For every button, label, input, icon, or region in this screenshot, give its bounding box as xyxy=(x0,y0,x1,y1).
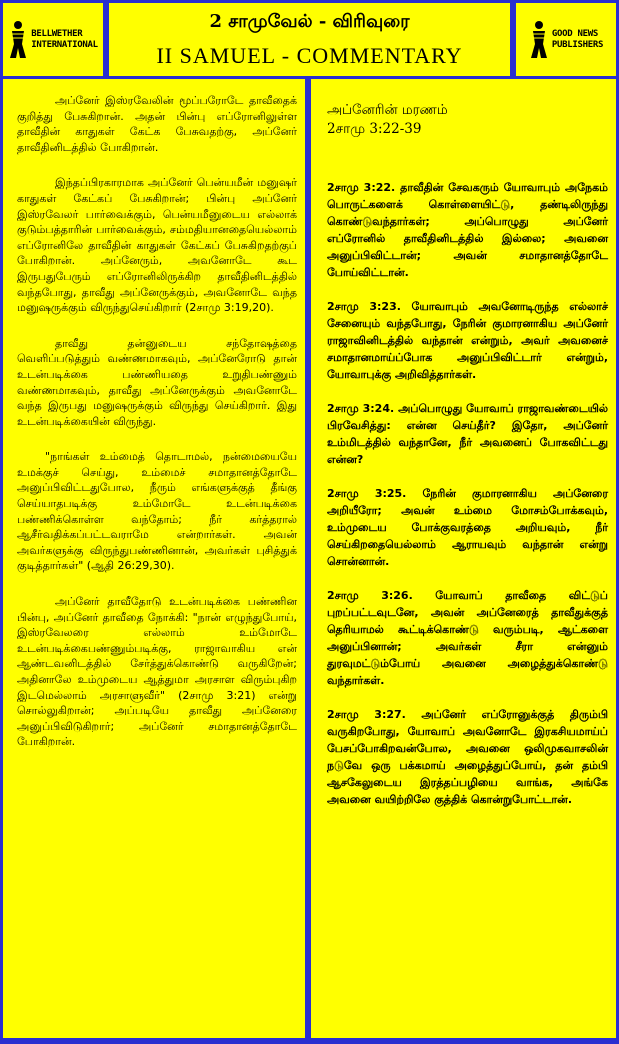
page-title-english: II SAMUEL - COMMENTARY xyxy=(156,43,463,68)
verse: 2சாமு 3:23. யோவாபும் அவனோடிருந்த எல்லாச் சேனையும் வந்தபோது, நேரின் குமாரனாகிய அப்னேர் ராஜாவினிடத்தில் வந்தான் என்றும், அவர் அவனைச் சமாதானமாய்ப்போக அனுப்பிவிட்டார் என்றும், யோவாபுக்கு அறிவித்தார்கள். xyxy=(327,300,608,381)
verse: 2சாமு 3:24. அப்பொழுது யோவாப் ராஜாவண்டையில் பிரவேசித்து: என்ன செய்தீர்? இதோ, அப்னேர் உம்மிடத்தில் வந்தானே, நீர் அவனைப் போகவிட்டது என்ன? xyxy=(327,402,608,466)
bellwether-logo xyxy=(3,3,103,76)
scripture-column xyxy=(311,79,616,1038)
section-heading xyxy=(327,101,608,139)
title-box xyxy=(109,3,510,76)
good-news-figure-icon xyxy=(529,20,549,60)
commentary-paragraph: தாவீது தன்னுடைய சந்தோஷத்தை வெளிப்படுத்தும் வண்ணமாகவும், அப்னேரோடு தான் உடன்படிக்கை பண்ணியதை உறுதிபண்ணும் வண்ணமாகவும், தாவீது அப்னேருக்கும் அவனோடே வந்த இருபது மனுஷருக்கும் விருந்து செய்கிறார். இது உடன்படிக்கையின் விருந்து. xyxy=(17,336,297,428)
verse: 2சாமு 3:26. யோவாப் தாவீதை விட்டுப் புறப்பட்டவுடனே, அவன் அப்னேரைத் தாவீதுக்குத் தெரியாமல் கூட்டிக்கொண்டு வரும்படி, ஆட்களை அனுப்பினான்; அவர்கள் சீரா என்னும் துரவுமட்டும்போய் அவனை அழைத்துக்கொண்டு வந்தார்கள். xyxy=(327,589,608,687)
good-news-logo-text: GOOD NEWS PUBLISHERS xyxy=(551,28,604,50)
bellwether-logo-text: BELLWETHER INTERNATIONAL xyxy=(31,28,98,50)
commentary-column xyxy=(3,79,305,1038)
commentary-quote: "நாங்கள் உம்மைத் தொடாமல், நன்மையையே உமக்குச் செய்து, உம்மைச் சமாதானத்தோடே அனுப்பிவிட்டதுபோல, நீரும் எங்களுக்குத் தீங்கு செய்யாதபடிக்கு உம்மோடே உடன்படிக்கை பண்ணிக்கொள்ள வந்தோம்; நீர் கர்த்தரால் ஆசீர்வதிக்கப்பட்டவராமே என்றார்கள். அவன் அவர்களுக்கு விருந்துபண்ணினான், அவர்கள் புசித்துக் குடித்தார்கள்" (ஆதி 26:29,30). xyxy=(17,450,297,573)
bellwether-figure-icon xyxy=(8,20,28,60)
section-title: அப்னேரின் மரணம் xyxy=(327,102,448,118)
verse: 2சாமு 3:22. தாவீதின் சேவகரும் யோவாபும் அநேகம் பொருட்களைக் கொள்ளையிட்டு, தண்டிலிருந்து கொண்டுவந்தார்கள்; அப்பொழுது அப்னேர் எப்ரோனில் தாவீதினிடத்தில் இல்லை; அவனை அனுப்பிவிட்டான்; அவன் சமாதானத்தோடே போய்விட்டான். xyxy=(327,181,608,279)
verse: 2சாமு 3:25. நேரின் குமாரனாகிய அப்னேரை அறியீரோ; அவன் உம்மை மோசம்போக்கவும், உம்முடைய போக்குவரத்தை அறியவும், நீர் செய்கிறதையெல்லாம் ஆராயவும் வந்தான் என்று சொன்னான். xyxy=(327,487,608,568)
good-news-logo-mark xyxy=(516,3,616,76)
verse: 2சாமு 3:27. அப்னேர் எப்ரோனுக்குத் திரும்பி வருகிறபோது, யோவாப் அவனோடே இரகசியமாய்ப் பேசப்போகிறவன்போல, அவனை ஒலிமுகவாசலின் நடுவே ஒரு பக்கமாய் அழைத்துப்போய், தன் தம்பி ஆசகேலுடைய இரத்தப்பழியை வாங்க, அங்கே அவனை வயிற்றிலே குத்திக் கொன்றுபோட்டான். xyxy=(327,708,608,806)
commentary-paragraph: அப்னேர் தாவீதோடு உடன்படிக்கை பண்ணின பின்பு, அப்னேர் தாவீதை நோக்கி: "நான் எழுந்துபோய், இஸ்ரவேலரை எல்லாம் உம்மோடே உடன்படிக்கைபண்ணும்படிக்கு, ராஜாவாகிய என் ஆண்டவனிடத்தில் சேர்த்துக்கொண்டு வருகிறேன்; அதினாலே உம்முடைய ஆத்துமா அரசாள விரும்புகிற இடமெல்லாம் அரசாளுவீர்" (2சாமு 3:21) என்று சொல்லுகிறான்; அப்படியே தாவீது அப்னேரை அனுப்பிவிடுகிறார்; அப்னேர் சமாதானத்தோடே போகிறான். xyxy=(17,595,297,749)
commentary-paragraph: இந்தப்பிரகாரமாக அப்னேர் பென்யமீன் மனுஷர் காதுகள் கேட்கப் பேசுகிறான்; பின்பு அப்னேர் இஸ்ரவேலர் பார்வைக்கும், பென்யமீனுடைய எல்லாக் குடும்பத்தாரின் பார்வைக்கும், சம்மதியானதையெல்லாம் எப்ரோனிலே தாவீதின் காதுகள் கேட்கப் பேசுகிறதற்குப் போகிறான். அப்னேரும், அவனோடே கூட இருபதுபேரும் எப்ரோனிலிருக்கிற தாவீதினிடத்தில் வந்தபோது, தாவீது அப்னேருக்கும், அவனோடே வந்த மனுஷருக்கும் விருந்துசெய்கிறார் (2சாமு 3:19,20). xyxy=(17,176,297,315)
commentary-paragraph: அப்னேர் இஸ்ரவேலின் மூப்பரோடே தாவீதைக் குறித்து பேசுகிறான். அதன் பின்பு எப்ரோனிலுள்ள தாவீதின் காதுகள் கேட்க பேசுவதற்கு, அப்னேர் தாவீதினிடத்தில் போகிறான். xyxy=(17,94,297,154)
page-title-tamil: 2 சாமுவேல் - விரிவுரை xyxy=(209,11,410,32)
bellwether-logo-mark xyxy=(3,3,103,76)
section-reference: 2சாமு 3:22-39 xyxy=(327,121,422,137)
good-news-logo xyxy=(516,3,616,76)
